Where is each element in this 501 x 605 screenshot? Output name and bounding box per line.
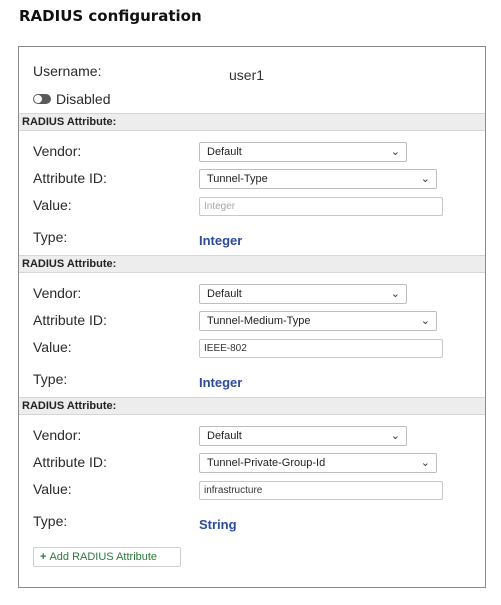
type-value: Integer: [199, 233, 243, 248]
attribute-id-select[interactable]: [199, 453, 437, 473]
attribute-id-select-value: Tunnel-Private-Group-Id: [207, 457, 326, 469]
vendor-select-value: Default: [207, 146, 242, 158]
vendor-select[interactable]: [199, 426, 407, 446]
attribute-id-select[interactable]: [199, 311, 437, 331]
value-input[interactable]: Integer: [199, 197, 443, 216]
username-label: Username:: [33, 63, 102, 79]
section-header: [19, 397, 486, 415]
attribute-id-select-value: Tunnel-Type: [207, 173, 268, 185]
vendor-select[interactable]: [199, 284, 407, 304]
status-label: Disabled: [56, 91, 111, 107]
attribute-id-label: Attribute ID:: [33, 170, 107, 186]
vendor-select[interactable]: [199, 142, 407, 162]
type-value: String: [199, 517, 237, 532]
chevron-down-icon: ⌄: [390, 146, 400, 158]
chevron-down-icon: ⌄: [420, 173, 430, 185]
vendor-label: Vendor:: [33, 285, 82, 301]
vendor-label: Vendor:: [33, 427, 82, 443]
attribute-id-select-value: Tunnel-Medium-Type: [207, 315, 311, 327]
vendor-select-value: Default: [207, 430, 242, 442]
section-header-label: RADIUS Attribute:: [22, 400, 117, 412]
add-radius-attribute-button[interactable]: [33, 547, 181, 567]
section-header-label: RADIUS Attribute:: [22, 116, 117, 128]
value-input[interactable]: infrastructure: [199, 481, 443, 500]
section-header-label: RADIUS Attribute:: [22, 258, 117, 270]
chevron-down-icon: ⌄: [390, 288, 400, 300]
radius-config-panel: [18, 46, 486, 588]
vendor-select-value: Default: [207, 288, 242, 300]
type-label: Type:: [33, 229, 68, 245]
chevron-down-icon: ⌄: [420, 315, 430, 327]
section-header: [19, 255, 486, 273]
plus-icon: +: [40, 551, 47, 563]
vendor-label: Vendor:: [33, 143, 82, 159]
username-value: user1: [229, 67, 265, 83]
attribute-id-label: Attribute ID:: [33, 454, 107, 470]
section-header: [19, 113, 486, 131]
page-title: RADIUS configuration: [19, 7, 202, 25]
chevron-down-icon: ⌄: [390, 430, 400, 442]
attribute-id-label: Attribute ID:: [33, 312, 107, 328]
value-label: Value:: [33, 339, 72, 355]
value-label: Value:: [33, 481, 72, 497]
add-radius-attribute-label: Add RADIUS Attribute: [49, 551, 158, 563]
type-label: Type:: [33, 513, 68, 529]
attribute-id-select[interactable]: [199, 169, 437, 189]
toggle-switch-icon[interactable]: [33, 94, 51, 104]
type-value: Integer: [199, 375, 243, 390]
value-input[interactable]: IEEE-802: [199, 339, 443, 358]
value-label: Value:: [33, 197, 72, 213]
type-label: Type:: [33, 371, 68, 387]
chevron-down-icon: ⌄: [420, 457, 430, 469]
